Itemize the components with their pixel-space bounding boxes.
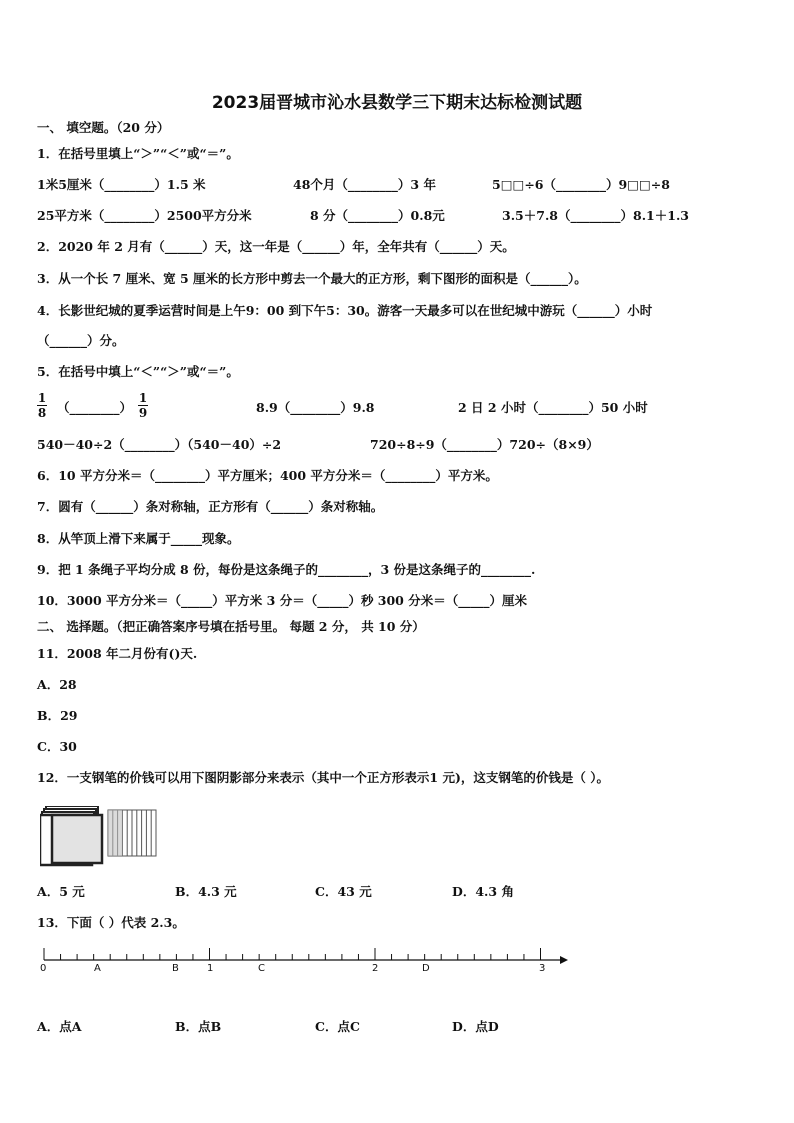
q5-item-2: 8.9（________）9.8: [256, 400, 375, 415]
fraction-one-eighth: [37, 391, 47, 420]
q11-option-c: C．30: [37, 739, 77, 754]
q1-row2-item2: 8 分（________）0.8元: [310, 208, 445, 223]
question-1-stem: 1．在括号里填上“＞”“＜”或“＝”。: [37, 146, 239, 161]
number-line: [36, 940, 572, 980]
q5-item-5: 720÷8÷9（________）720÷（8×9）: [370, 437, 599, 452]
question-7: 7．圆有（______）条对称轴，正方形有（______）条对称轴。: [37, 499, 384, 514]
question-4-line1: 4．长影世纪城的夏季运营时间是上午9：00 到下午5：30。游客一天最多可以在世纪城中游玩（______）小时: [37, 303, 653, 318]
q5-item-3: 2 日 2 小时（________）50 小时: [458, 400, 648, 415]
q12-option-d: D．4.3 角: [452, 884, 514, 899]
fraction-numerator: 1: [138, 391, 148, 405]
question-12-stem: 12．一支钢笔的价钱可以用下图阴影部分来表示（其中一个正方形表示1 元)，这支钢笔的价钱是（ ）。: [37, 770, 609, 785]
question-6: 6．10 平方分米＝（________）平方厘米；400 平方分米＝（________）平方米。: [37, 468, 498, 483]
question-11-stem: 11．2008 年二月份有()天.: [37, 646, 198, 661]
question-3: 3．从一个长 7 厘米、宽 5 厘米的长方形中剪去一个最大的正方形，剩下图形的面积是（______）。: [37, 271, 587, 286]
question-13-stem: 13．下面（ ）代表 2.3。: [37, 915, 185, 930]
q13-option-d: D．点D: [452, 1019, 499, 1034]
question-4-line2: （______）分。: [37, 333, 125, 348]
number-line-label-0: 0: [40, 963, 47, 974]
q11-option-a: A．28: [37, 677, 77, 692]
question-8: 8．从竿顶上滑下来属于_____现象。: [37, 531, 240, 546]
q5-blank-1: （________）: [57, 400, 133, 415]
question-2: 2．2020 年 2 月有（______）天，这一年是（______）年，全年共有（______）天。: [37, 239, 515, 254]
q1-row1-item3: 5□□÷6（________）9□□÷8: [492, 177, 670, 192]
section-fill-blank-heading: 一、 填空题。（20 分）: [37, 120, 170, 135]
q13-option-c: C．点C: [315, 1019, 360, 1034]
fraction-numerator: 1: [37, 391, 47, 405]
q12-option-c: C．43 元: [315, 884, 372, 899]
shaded-squares-figure: [40, 806, 164, 868]
q5-item-4: 540－40÷2（________）（540－40）÷2: [37, 437, 282, 452]
section-choice-heading: 二、 选择题。（把正确答案序号填在括号里。 每题 2 分， 共 10 分）: [37, 619, 425, 634]
number-line-point-b: B: [172, 963, 179, 974]
question-10: 10．3000 平方分米＝（_____）平方米 3 分＝（_____）秒 300 分米＝（_____）厘米: [37, 593, 527, 608]
number-line-label-2: 2: [372, 963, 379, 974]
fraction-denominator: 9: [138, 406, 148, 420]
q11-option-b: B．29: [37, 708, 78, 723]
q13-option-b: B．点B: [175, 1019, 222, 1034]
fraction-one-ninth: [138, 391, 148, 420]
number-line-point-a: A: [94, 963, 101, 974]
page-title: 2023届晋城市沁水县数学三下期末达标检测试题: [211, 93, 583, 113]
question-9: 9．把 1 条绳子平均分成 8 份，每份是这条绳子的________，3 份是这条绳子的________.: [37, 562, 536, 577]
question-5-stem: 5．在括号中填上“＜”“＞”或“＝”。: [37, 364, 239, 379]
q1-row2-item3: 3.5＋7.8（________）8.1＋1.3: [502, 208, 689, 223]
number-line-label-3: 3: [539, 963, 546, 974]
number-line-label-1: 1: [207, 963, 214, 974]
number-line-point-c: C: [258, 963, 265, 974]
q12-option-a: A．5 元: [37, 884, 85, 899]
q13-option-a: A．点A: [37, 1019, 82, 1034]
q1-row2-item1: 25平方米（________）2500平方分米: [37, 208, 252, 223]
number-line-point-d: D: [422, 963, 430, 974]
q1-row1-item1: 1米5厘米（________）1.5 米: [37, 177, 206, 192]
q12-option-b: B．4.3 元: [175, 884, 237, 899]
q1-row1-item2: 48个月（________）3 年: [293, 177, 436, 192]
fraction-denominator: 8: [37, 406, 47, 420]
